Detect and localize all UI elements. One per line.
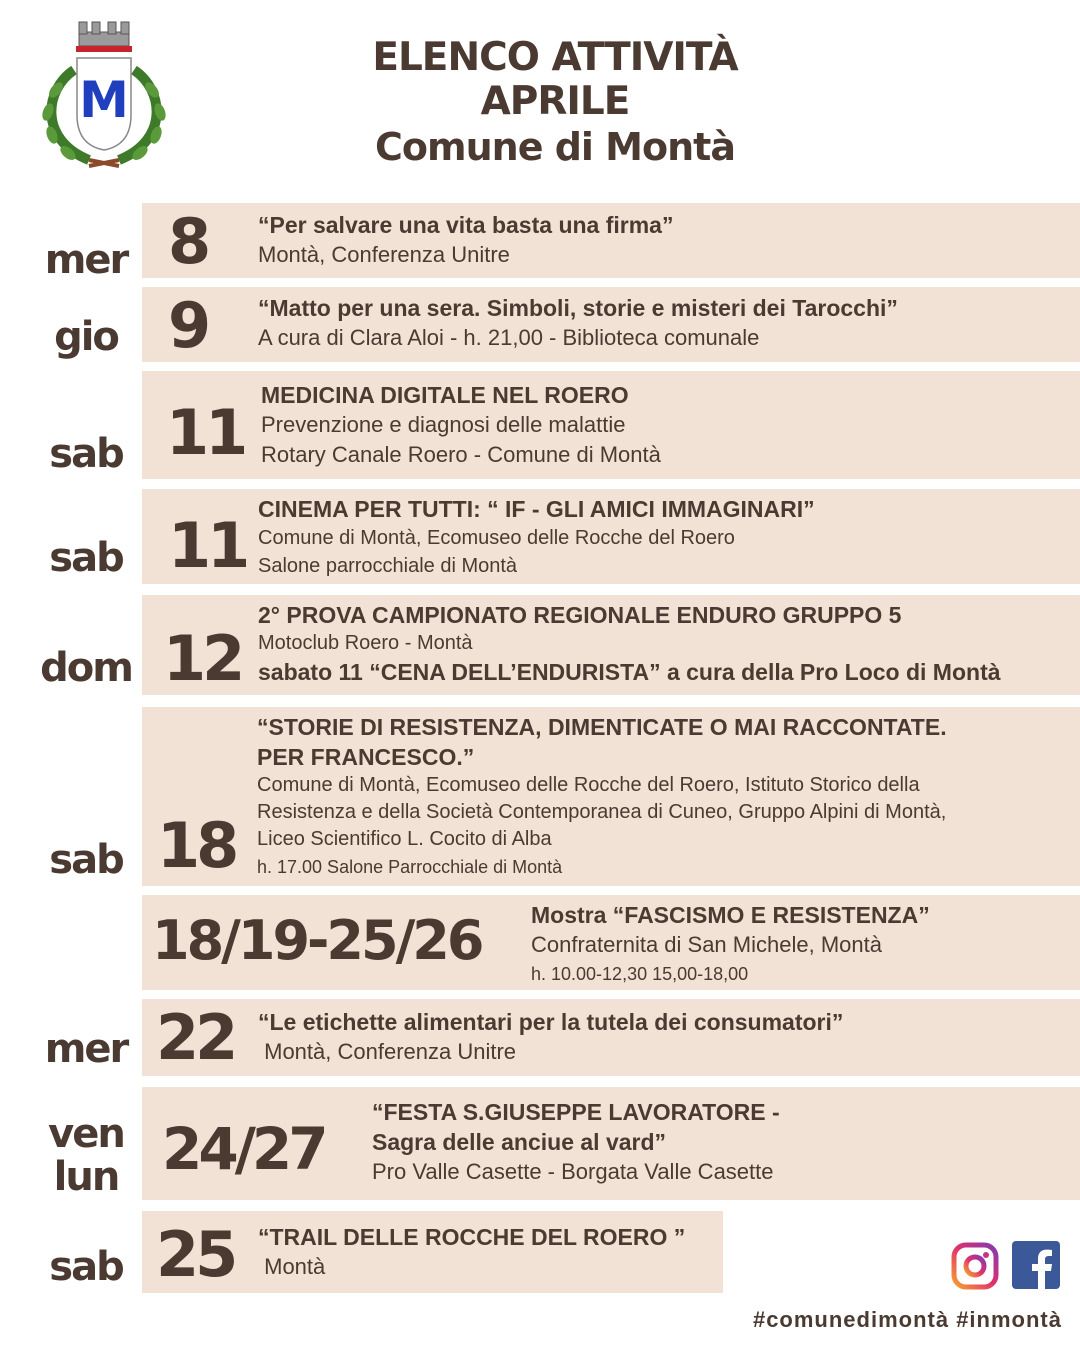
event-text: “TRAIL DELLE ROCCHE DEL ROERO ” Montà (258, 1224, 686, 1279)
event-day: mer (44, 237, 128, 283)
event-date: 25 (156, 1218, 235, 1291)
event-day: ven (48, 1111, 124, 1157)
event-day: sab (49, 1244, 123, 1290)
event-day: gio (54, 314, 118, 360)
event-date-range: 24/27 (162, 1115, 325, 1183)
event-text: “Matto per una sera. Simboli, storie e misteri dei Tarocchi” A cura di Clara Aloi - h. 21,00 - Biblioteca comunale (258, 295, 898, 350)
event-date: 11 (166, 396, 245, 469)
event-day: mer (44, 1026, 128, 1072)
title-line-3: Comune di Montà (375, 125, 735, 169)
event-text: CINEMA PER TUTTI: “ IF - GLI AMICI IMMAGINARI” Comune di Montà, Ecomuseo delle Rocche del Roero Salone parrocchiale di Montà (258, 496, 815, 577)
event-date-range: 18/19-25/26 (152, 909, 482, 972)
event-day: sab (49, 837, 123, 883)
event-text: Mostra “FASCISMO E RESISTENZA” Confraternita di San Michele, Montà h. 10.00-12,30 15,00-18,00 (531, 902, 930, 984)
event-date: 18 (157, 809, 236, 882)
event-text: “FESTA S.GIUSEPPE LAVORATORE - Sagra delle anciue al vard” Pro Valle Casette - Borgata Valle Casette (372, 1099, 780, 1184)
svg-text:M: M (79, 71, 129, 129)
title-line-1: ELENCO ATTIVITÀ (372, 35, 738, 80)
title-line-2: APRILE (480, 79, 630, 124)
event-text: “STORIE DI RESISTENZA, DIMENTICATE O MAI RACCONTATE. PER FRANCESCO.” Comune di Montà, Ecomuseo delle Rocche del Roero, Istituto Storico della Resistenza e della Società Contemporanea di Cuneo, Gruppo Alpini di Montà, Liceo Scientifico L. Cocito di Alba h. 17.00 Salone Parrocchiale di Montà (257, 714, 947, 877)
event-date: 22 (156, 1001, 235, 1074)
page-title (260, 36, 850, 170)
facebook-icon[interactable] (1012, 1241, 1060, 1289)
event-text: “Per salvare una vita basta una firma” Montà, Conferenza Unitre (258, 212, 674, 267)
event-date: 9 (168, 289, 208, 362)
hashtags: #comunedimontà #inmontà (752, 1307, 1062, 1332)
event-text: 2° PROVA CAMPIONATO REGIONALE ENDURO GRUPPO 5 Motoclub Roero - Montà sabato 11 “CENA DELL’ENDURISTA” a cura della Pro Loco di Montà (258, 602, 1001, 685)
event-text: “Le etichette alimentari per la tutela dei consumatori” Montà, Conferenza Unitre (258, 1009, 844, 1064)
event-text: MEDICINA DIGITALE NEL ROERO Prevenzione e diagnosi delle malattie Rotary Canale Roero - Comune di Montà (261, 382, 661, 467)
event-day-end: lun (53, 1154, 119, 1200)
event-date: 11 (168, 509, 247, 582)
event-day: sab (49, 431, 123, 477)
event-date: 12 (163, 622, 242, 695)
municipal-crest-logo (34, 20, 174, 175)
instagram-icon[interactable] (950, 1241, 1000, 1291)
event-day: sab (49, 535, 123, 581)
event-day: dom (40, 645, 132, 691)
event-date: 8 (168, 205, 208, 278)
